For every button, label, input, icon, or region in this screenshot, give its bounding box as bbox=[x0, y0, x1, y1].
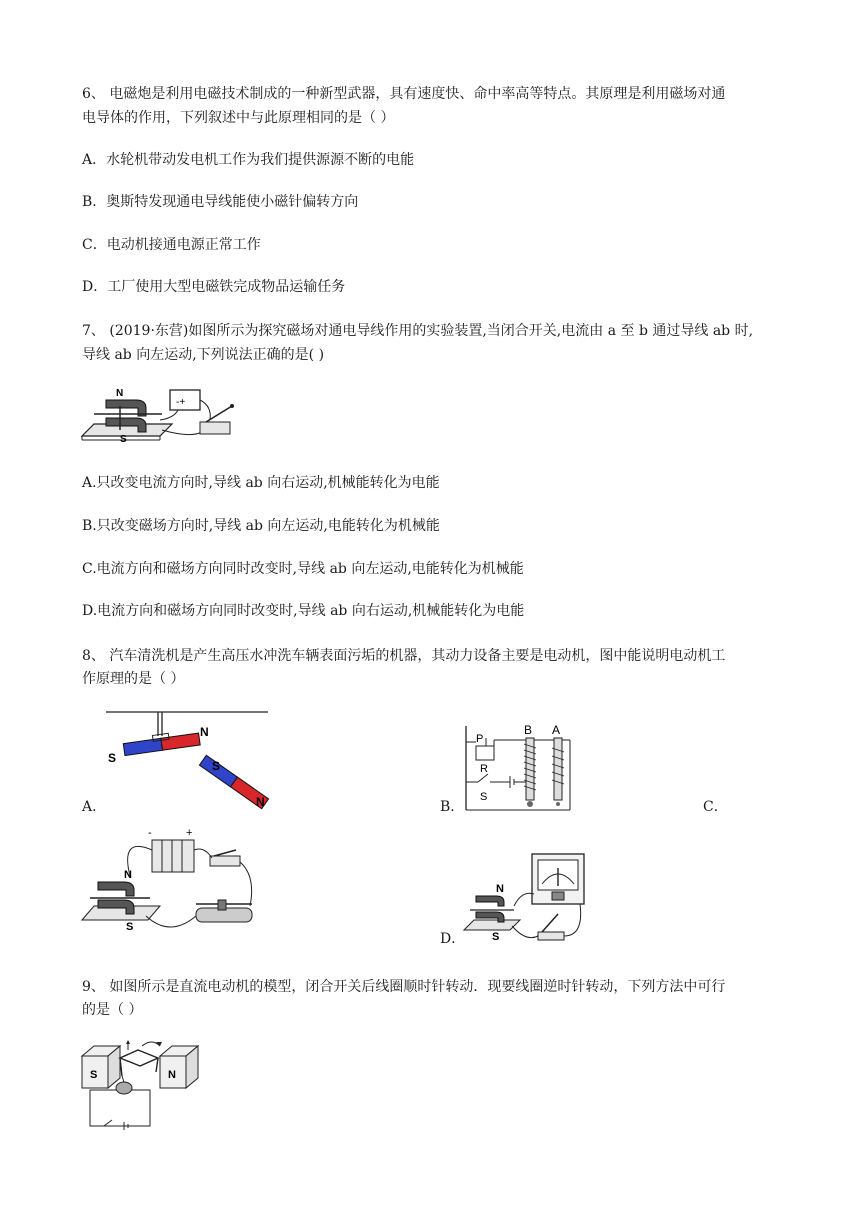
q9-motor-figure bbox=[80, 1036, 210, 1130]
q6-stem-line2: 电导体的作用，下列叙述中与此原理相同的是（ ） bbox=[82, 110, 395, 126]
q8-d-s-label: S bbox=[492, 931, 500, 943]
q8-label-a: A． bbox=[82, 799, 107, 815]
q8-a-n-label-1: N bbox=[200, 725, 209, 739]
q8-figure-d bbox=[462, 850, 592, 946]
q7-option-d: D.电流方向和磁场方向同时改变时,导线 ab 向右运动,机械能转化为电能 bbox=[82, 603, 525, 619]
q8-figure-b bbox=[460, 724, 580, 814]
q8-b-a-label: A bbox=[552, 724, 561, 737]
q9-stem-line1: 9、 如图所示是直流电动机的模型，闭合开关后线圈顺时针转动．现要线圈逆时针转动，下列方法中可行 bbox=[82, 979, 726, 995]
q8-b-b-label: B bbox=[524, 724, 533, 737]
q9-n-label: N bbox=[168, 1069, 176, 1081]
q6-option-d: D．工厂使用大型电磁铁完成物品运输任务 bbox=[82, 279, 346, 295]
q8-label-b: B． bbox=[440, 799, 465, 815]
q7-stem-line1: 7、 (2019·东营)如图所示为探究磁场对通电导线作用的实验装置,当闭合开关,电流由 a 至 b 通过导线 ab 时, bbox=[82, 323, 754, 339]
q6-option-a: A．水轮机带动发电机工作为我们提供源源不断的电能 bbox=[82, 152, 415, 168]
q8-label-c: C． bbox=[703, 799, 728, 815]
q8-stem-line1: 8、 汽车清洗机是产生高压水冲洗车辆表面污垢的机器，其动力设备主要是电动机，图中能说明电动机工 bbox=[82, 648, 726, 664]
q8-a-n-label-2: N bbox=[256, 795, 265, 809]
q8-c-plus-label: + bbox=[186, 827, 193, 839]
q7-stem-line2: 导线 ab 向左运动,下列说法正确的是( ) bbox=[82, 347, 325, 363]
q8-a-s-label-2: S bbox=[212, 759, 221, 773]
q8-figure-a bbox=[104, 706, 272, 810]
q8-b-p-label: P bbox=[476, 733, 484, 745]
q8-a-s-label-1: S bbox=[108, 751, 117, 765]
q8-figure-c bbox=[80, 826, 260, 944]
q7-option-b: B.只改变磁场方向时,导线 ab 向左运动,电能转化为机械能 bbox=[82, 518, 440, 534]
q8-label-d: D． bbox=[440, 931, 466, 947]
q7-option-c: C.电流方向和磁场方向同时改变时,导线 ab 向左运动,电能转化为机械能 bbox=[82, 561, 524, 577]
q8-c-s-label: S bbox=[126, 921, 134, 933]
q8-c-minus-label: - bbox=[148, 827, 152, 839]
q8-b-s-label: S bbox=[480, 791, 488, 803]
q7-magnet-n-label: N bbox=[116, 388, 124, 399]
q7-apparatus-figure bbox=[80, 384, 240, 446]
q9-s-label: S bbox=[90, 1069, 98, 1081]
q6-stem-line1: 6、 电磁炮是利用电磁技术制成的一种新型武器，具有速度快、命中率高等特点。其原理是利用磁场对通 bbox=[82, 86, 726, 102]
q6-option-c: C．电动机接通电源正常工作 bbox=[82, 237, 261, 253]
q8-c-n-label: N bbox=[124, 869, 132, 881]
q8-d-n-label: N bbox=[496, 883, 504, 895]
q8-b-r-label: R bbox=[480, 763, 488, 775]
q8-stem-line2: 作原理的是（ ） bbox=[82, 671, 185, 687]
q7-option-a: A.只改变电流方向时,导线 ab 向右运动,机械能转化为电能 bbox=[82, 475, 440, 491]
q6-option-b: B．奥斯特发现通电导线能使小磁针偏转方向 bbox=[82, 194, 359, 210]
svg-text:-+: -+ bbox=[176, 397, 186, 408]
q7-magnet-s-label: S bbox=[120, 434, 127, 445]
q9-stem-line2: 的是（ ） bbox=[82, 1002, 143, 1018]
